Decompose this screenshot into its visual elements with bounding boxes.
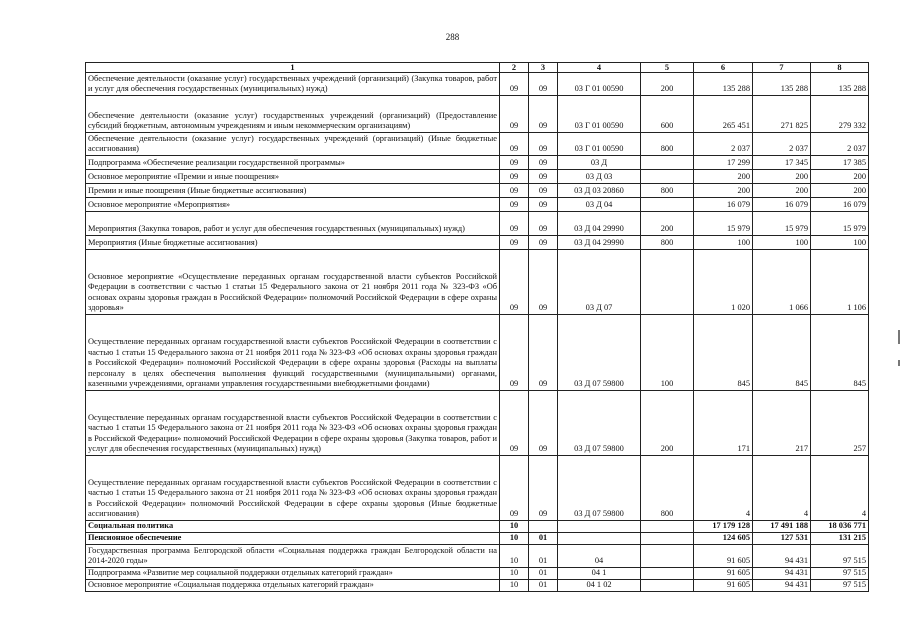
row-amount-year2-cell: 271 825 bbox=[753, 96, 811, 133]
table-row bbox=[86, 391, 869, 456]
row-amount-year2-cell: 1 066 bbox=[753, 250, 811, 315]
row-amount-year1-cell: 200 bbox=[694, 170, 753, 184]
row-name-cell: Осуществление переданных органам государственной власти субъектов Российской Федерации в соответствии с частью 1 статьи 15 Федерального закона от 21 ноября 2011 года № 323-ФЗ «Об основах охраны здоровья граждан в Российской Федерации» полномочий Российской Федерации в сфере охраны здоровья (Закупка товаров, работ и услуг для обеспечения государственных (муниципальных) нужд) bbox=[86, 391, 500, 456]
row-name-cell: Социальная политика bbox=[86, 521, 500, 533]
row-subsection-cell: 09 bbox=[529, 250, 558, 315]
row-target-article-cell: 03 Д 07 59800 bbox=[558, 315, 641, 391]
row-expense-type-cell bbox=[641, 568, 694, 580]
row-amount-year3-cell: 1 106 bbox=[811, 250, 869, 315]
table-row bbox=[86, 170, 869, 184]
row-subsection-cell: 01 bbox=[529, 533, 558, 545]
page-number: 288 bbox=[445, 32, 460, 42]
table-row bbox=[86, 156, 869, 170]
row-name-cell: Основное мероприятие «Мероприятия» bbox=[86, 198, 500, 212]
row-amount-year1-cell: 17 179 128 bbox=[694, 521, 753, 533]
row-amount-year3-cell: 4 bbox=[811, 456, 869, 521]
row-amount-year1-cell: 124 605 bbox=[694, 533, 753, 545]
header-cell: 4 bbox=[558, 63, 641, 73]
row-subsection-cell: 09 bbox=[529, 156, 558, 170]
row-amount-year1-cell: 1 020 bbox=[694, 250, 753, 315]
row-section-cell: 09 bbox=[500, 236, 529, 250]
table-row bbox=[86, 545, 869, 568]
row-target-article-cell: 04 bbox=[558, 545, 641, 568]
row-amount-year3-cell: 18 036 771 bbox=[811, 521, 869, 533]
row-subsection-cell: 09 bbox=[529, 198, 558, 212]
header-cell: 8 bbox=[811, 63, 869, 73]
row-expense-type-cell bbox=[641, 533, 694, 545]
row-amount-year3-cell: 100 bbox=[811, 236, 869, 250]
row-target-article-cell: 03 Д bbox=[558, 156, 641, 170]
row-subsection-cell: 09 bbox=[529, 315, 558, 391]
row-amount-year3-cell: 97 515 bbox=[811, 568, 869, 580]
row-expense-type-cell: 800 bbox=[641, 236, 694, 250]
row-section-cell: 09 bbox=[500, 133, 529, 156]
row-amount-year3-cell: 279 332 bbox=[811, 96, 869, 133]
row-expense-type-cell bbox=[641, 156, 694, 170]
row-amount-year3-cell: 845 bbox=[811, 315, 869, 391]
row-section-cell: 09 bbox=[500, 96, 529, 133]
row-subsection-cell: 01 bbox=[529, 545, 558, 568]
row-section-cell: 10 bbox=[500, 580, 529, 592]
row-subsection-cell: 09 bbox=[529, 73, 558, 96]
row-amount-year2-cell: 94 431 bbox=[753, 568, 811, 580]
row-amount-year1-cell: 200 bbox=[694, 184, 753, 198]
table-row bbox=[86, 184, 869, 198]
table-row bbox=[86, 315, 869, 391]
table-header-row bbox=[86, 63, 869, 73]
scan-artifact bbox=[898, 330, 900, 344]
row-target-article-cell: 04 1 bbox=[558, 568, 641, 580]
row-amount-year1-cell: 16 079 bbox=[694, 198, 753, 212]
row-amount-year1-cell: 845 bbox=[694, 315, 753, 391]
row-amount-year2-cell: 100 bbox=[753, 236, 811, 250]
row-subsection-cell: 09 bbox=[529, 184, 558, 198]
row-section-cell: 10 bbox=[500, 521, 529, 533]
table-row bbox=[86, 133, 869, 156]
row-amount-year2-cell: 4 bbox=[753, 456, 811, 521]
row-name-cell: Подпрограмма «Обеспечение реализации государственной программы» bbox=[86, 156, 500, 170]
row-expense-type-cell: 100 bbox=[641, 315, 694, 391]
row-expense-type-cell: 200 bbox=[641, 212, 694, 236]
header-cell: 5 bbox=[641, 63, 694, 73]
row-name-cell: Обеспечение деятельности (оказание услуг) государственных учреждений (организаций) (Предоставление субсидий бюджетным, автономным учреждениям и иным некоммерческим организациям) bbox=[86, 96, 500, 133]
row-section-cell: 10 bbox=[500, 545, 529, 568]
row-target-article-cell bbox=[558, 521, 641, 533]
row-section-cell: 09 bbox=[500, 184, 529, 198]
scan-artifact bbox=[898, 360, 900, 366]
row-section-cell: 10 bbox=[500, 568, 529, 580]
row-name-cell: Мероприятия (Иные бюджетные ассигнования) bbox=[86, 236, 500, 250]
row-subsection-cell bbox=[529, 521, 558, 533]
row-amount-year1-cell: 135 288 bbox=[694, 73, 753, 96]
row-amount-year1-cell: 100 bbox=[694, 236, 753, 250]
row-target-article-cell: 03 Г 01 00590 bbox=[558, 133, 641, 156]
row-amount-year3-cell: 200 bbox=[811, 184, 869, 198]
row-amount-year3-cell: 17 385 bbox=[811, 156, 869, 170]
budget-table bbox=[85, 62, 869, 592]
row-amount-year3-cell: 200 bbox=[811, 170, 869, 184]
row-subsection-cell: 09 bbox=[529, 96, 558, 133]
row-amount-year3-cell: 97 515 bbox=[811, 545, 869, 568]
row-target-article-cell: 03 Г 01 00590 bbox=[558, 96, 641, 133]
row-target-article-cell: 03 Д 07 59800 bbox=[558, 456, 641, 521]
row-name-cell: Обеспечение деятельности (оказание услуг) государственных учреждений (организаций) (Закупка товаров, работ и услуг для обеспечения государственных (муниципальных) нужд) bbox=[86, 73, 500, 96]
table-row bbox=[86, 212, 869, 236]
row-expense-type-cell bbox=[641, 580, 694, 592]
header-cell: 7 bbox=[753, 63, 811, 73]
row-subsection-cell: 01 bbox=[529, 568, 558, 580]
row-amount-year3-cell: 2 037 bbox=[811, 133, 869, 156]
row-amount-year1-cell: 171 bbox=[694, 391, 753, 456]
header-cell: 3 bbox=[529, 63, 558, 73]
row-target-article-cell bbox=[558, 533, 641, 545]
row-expense-type-cell: 800 bbox=[641, 456, 694, 521]
row-name-cell: Основное мероприятие «Осуществление переданных органам государственной власти субъектов Российской Федерации в соответствии с частью 1 статьи 15 Федерального закона от 21 ноября 2011 года № 323-ФЗ «Об основах охраны здоровья граждан в Российской Федерации» полномочий Российской Федерации в сфере охраны здоровья» bbox=[86, 250, 500, 315]
row-target-article-cell: 03 Д 04 bbox=[558, 198, 641, 212]
row-name-cell: Премии и иные поощрения (Иные бюджетные ассигнования) bbox=[86, 184, 500, 198]
row-amount-year2-cell: 135 288 bbox=[753, 73, 811, 96]
row-amount-year2-cell: 2 037 bbox=[753, 133, 811, 156]
row-section-cell: 10 bbox=[500, 533, 529, 545]
row-expense-type-cell bbox=[641, 250, 694, 315]
row-amount-year2-cell: 15 979 bbox=[753, 212, 811, 236]
row-amount-year3-cell: 135 288 bbox=[811, 73, 869, 96]
row-amount-year2-cell: 94 431 bbox=[753, 580, 811, 592]
table-row bbox=[86, 568, 869, 580]
row-amount-year1-cell: 91 605 bbox=[694, 580, 753, 592]
row-expense-type-cell: 800 bbox=[641, 133, 694, 156]
table-row bbox=[86, 250, 869, 315]
row-section-cell: 09 bbox=[500, 315, 529, 391]
row-section-cell: 09 bbox=[500, 456, 529, 521]
table-row bbox=[86, 236, 869, 250]
row-section-cell: 09 bbox=[500, 73, 529, 96]
row-target-article-cell: 03 Д 03 bbox=[558, 170, 641, 184]
row-section-cell: 09 bbox=[500, 391, 529, 456]
row-expense-type-cell bbox=[641, 545, 694, 568]
table-row bbox=[86, 521, 869, 533]
row-section-cell: 09 bbox=[500, 170, 529, 184]
row-subsection-cell: 09 bbox=[529, 133, 558, 156]
row-expense-type-cell: 200 bbox=[641, 73, 694, 96]
row-name-cell: Государственная программа Белгородской области «Социальная поддержка граждан Белгородской области на 2014-2020 годы» bbox=[86, 545, 500, 568]
row-section-cell: 09 bbox=[500, 212, 529, 236]
table-body bbox=[86, 73, 869, 592]
row-expense-type-cell: 200 bbox=[641, 391, 694, 456]
row-section-cell: 09 bbox=[500, 250, 529, 315]
table-row bbox=[86, 96, 869, 133]
table-row bbox=[86, 580, 869, 592]
row-amount-year2-cell: 217 bbox=[753, 391, 811, 456]
row-section-cell: 09 bbox=[500, 156, 529, 170]
row-amount-year1-cell: 2 037 bbox=[694, 133, 753, 156]
row-subsection-cell: 09 bbox=[529, 391, 558, 456]
row-amount-year1-cell: 91 605 bbox=[694, 545, 753, 568]
row-name-cell: Пенсионное обеспечение bbox=[86, 533, 500, 545]
row-expense-type-cell: 800 bbox=[641, 184, 694, 198]
row-name-cell: Мероприятия (Закупка товаров, работ и услуг для обеспечения государственных (муниципальных) нужд) bbox=[86, 212, 500, 236]
row-amount-year3-cell: 97 515 bbox=[811, 580, 869, 592]
header-cell: 6 bbox=[694, 63, 753, 73]
row-expense-type-cell bbox=[641, 198, 694, 212]
row-expense-type-cell bbox=[641, 521, 694, 533]
row-amount-year3-cell: 16 079 bbox=[811, 198, 869, 212]
row-amount-year2-cell: 845 bbox=[753, 315, 811, 391]
header-cell: 2 bbox=[500, 63, 529, 73]
table-row bbox=[86, 198, 869, 212]
row-amount-year2-cell: 127 531 bbox=[753, 533, 811, 545]
row-expense-type-cell bbox=[641, 170, 694, 184]
row-subsection-cell: 09 bbox=[529, 212, 558, 236]
row-amount-year1-cell: 91 605 bbox=[694, 568, 753, 580]
table-row bbox=[86, 456, 869, 521]
row-amount-year3-cell: 257 bbox=[811, 391, 869, 456]
row-subsection-cell: 01 bbox=[529, 580, 558, 592]
row-amount-year2-cell: 17 491 188 bbox=[753, 521, 811, 533]
row-amount-year3-cell: 15 979 bbox=[811, 212, 869, 236]
row-name-cell: Осуществление переданных органам государственной власти субъектов Российской Федерации в соответствии с частью 1 статьи 15 Федерального закона от 21 ноября 2011 года № 323-ФЗ «Об основах охраны здоровья граждан в Российской Федерации» полномочий Российской Федерации в сфере охраны здоровья (Расходы на выплаты персоналу в целях обеспечения выполнения функций государственными (муниципальными) органами, казенными учреждениями, органами управления государственными внебюджетными фондами) bbox=[86, 315, 500, 391]
row-name-cell: Основное мероприятие «Премии и иные поощрения» bbox=[86, 170, 500, 184]
row-name-cell: Основное мероприятие «Социальная поддержка отдельных категорий граждан» bbox=[86, 580, 500, 592]
row-name-cell: Обеспечение деятельности (оказание услуг) государственных учреждений (организаций) (Иные бюджетные ассигнования) bbox=[86, 133, 500, 156]
row-amount-year1-cell: 265 451 bbox=[694, 96, 753, 133]
row-subsection-cell: 09 bbox=[529, 170, 558, 184]
row-target-article-cell: 03 Д 04 29990 bbox=[558, 212, 641, 236]
row-target-article-cell: 03 Д 07 bbox=[558, 250, 641, 315]
row-amount-year1-cell: 17 299 bbox=[694, 156, 753, 170]
row-amount-year2-cell: 200 bbox=[753, 184, 811, 198]
row-amount-year1-cell: 15 979 bbox=[694, 212, 753, 236]
row-target-article-cell: 03 Г 01 00590 bbox=[558, 73, 641, 96]
row-target-article-cell: 03 Д 03 20860 bbox=[558, 184, 641, 198]
row-target-article-cell: 03 Д 07 59800 bbox=[558, 391, 641, 456]
row-target-article-cell: 03 Д 04 29990 bbox=[558, 236, 641, 250]
row-section-cell: 09 bbox=[500, 198, 529, 212]
row-name-cell: Подпрограмма «Развитие мер социальной поддержки отдельных категорий граждан» bbox=[86, 568, 500, 580]
row-amount-year2-cell: 200 bbox=[753, 170, 811, 184]
table-row bbox=[86, 73, 869, 96]
table-row bbox=[86, 533, 869, 545]
row-amount-year2-cell: 16 079 bbox=[753, 198, 811, 212]
row-subsection-cell: 09 bbox=[529, 456, 558, 521]
row-subsection-cell: 09 bbox=[529, 236, 558, 250]
header-cell: 1 bbox=[86, 63, 500, 73]
row-amount-year2-cell: 94 431 bbox=[753, 545, 811, 568]
row-name-cell: Осуществление переданных органам государственной власти субъектов Российской Федерации в соответствии с частью 1 статьи 15 Федерального закона от 21 ноября 2011 года № 323-ФЗ «Об основах охраны здоровья граждан в Российской Федерации» полномочий Российской Федерации в сфере охраны здоровья (Иные бюджетные ассигнования) bbox=[86, 456, 500, 521]
row-expense-type-cell: 600 bbox=[641, 96, 694, 133]
row-amount-year1-cell: 4 bbox=[694, 456, 753, 521]
row-target-article-cell: 04 1 02 bbox=[558, 580, 641, 592]
row-amount-year2-cell: 17 345 bbox=[753, 156, 811, 170]
row-amount-year3-cell: 131 215 bbox=[811, 533, 869, 545]
